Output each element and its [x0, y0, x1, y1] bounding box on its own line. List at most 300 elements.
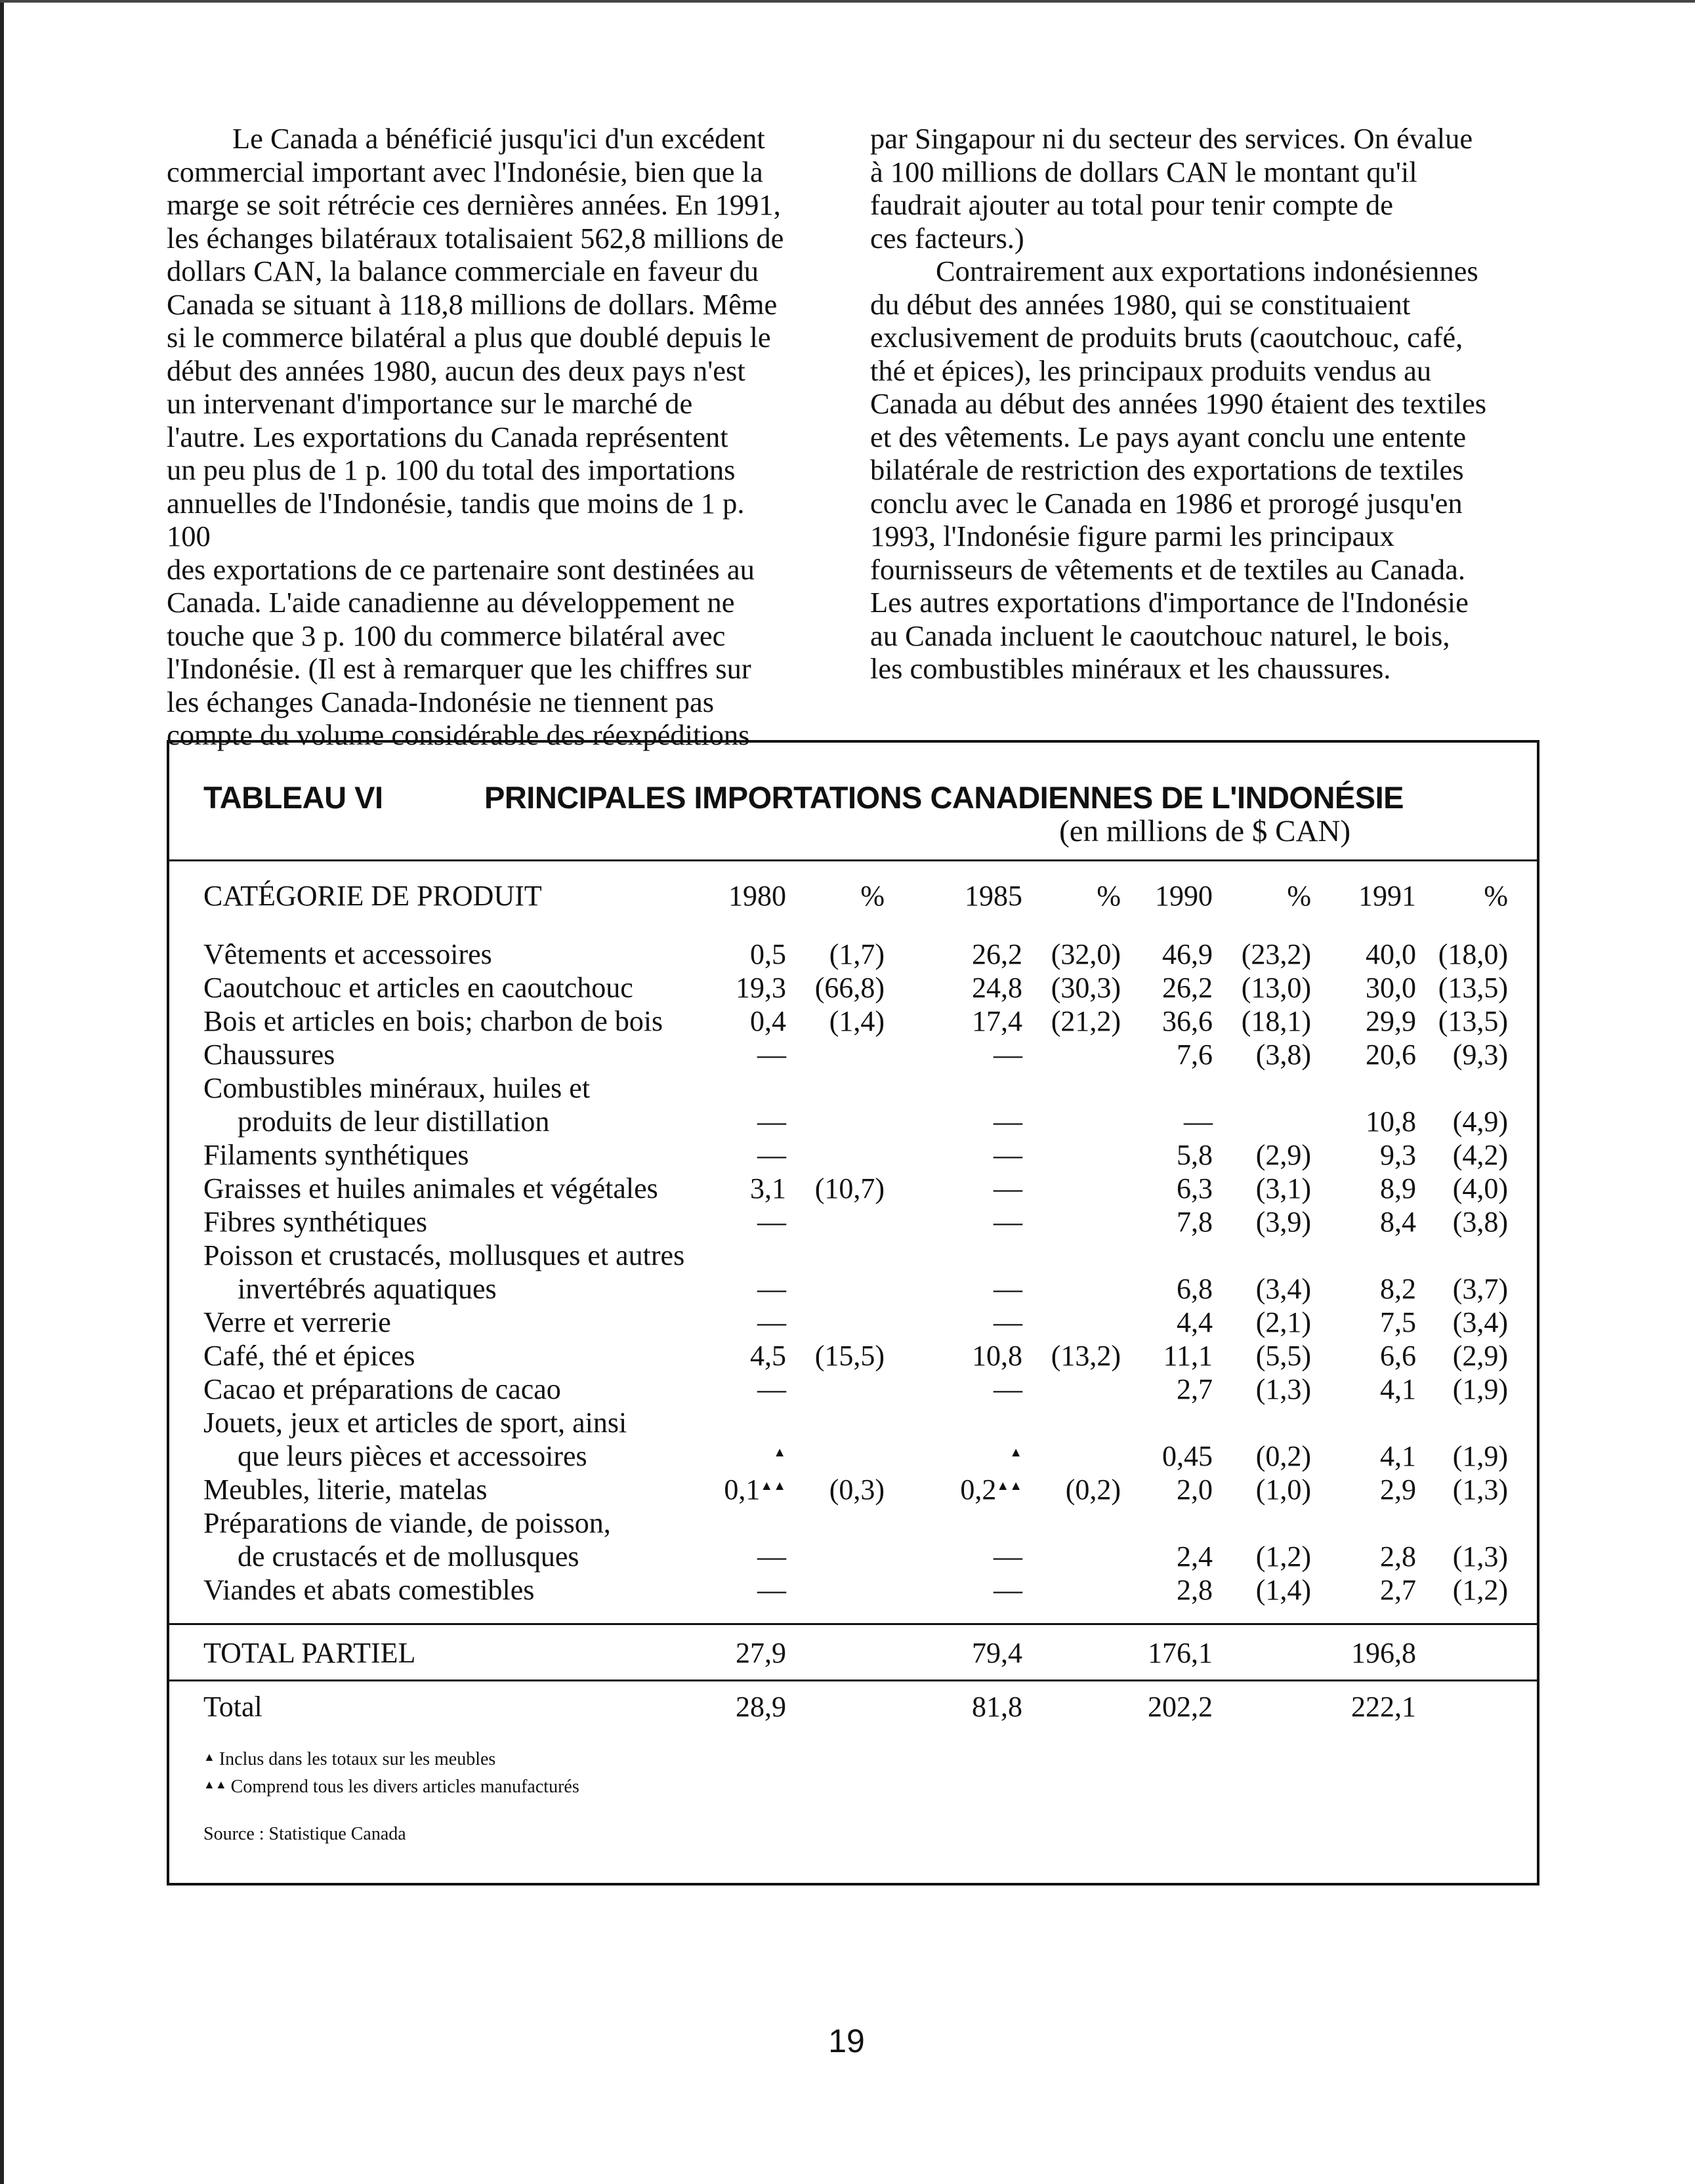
cell-v85	[924, 937, 1022, 971]
cell-value: (1,4)	[1255, 1574, 1311, 1606]
cell-value: (5,5)	[1255, 1340, 1311, 1372]
cell-v80	[721, 1439, 786, 1473]
header-rule	[169, 859, 1537, 861]
cell-value: 10,8	[1366, 1105, 1416, 1138]
cell-value: (21,2)	[1051, 1005, 1121, 1037]
cell-p80	[786, 937, 885, 971]
cell-value: 8,9	[1380, 1172, 1416, 1205]
text-line: Canada se situant à 118,8 millions de dollars. Même	[167, 287, 778, 321]
cell-p90	[1213, 1573, 1311, 1607]
cell-p90	[1213, 1205, 1311, 1239]
cell-value: (1,2)	[1255, 1540, 1311, 1573]
cell-value: (3,1)	[1255, 1172, 1311, 1205]
cell-v80	[721, 1339, 786, 1372]
cell-p91	[1416, 1372, 1508, 1406]
cell-v90	[1114, 937, 1213, 971]
cell-value: 40,0	[1366, 938, 1416, 970]
cell-value: (1,9)	[1452, 1373, 1508, 1405]
cell-value: (1,9)	[1452, 1440, 1508, 1472]
text-line: Canada au début des années 1990 étaient des textiles	[870, 387, 1487, 420]
cell-v85	[924, 1105, 1022, 1138]
cell-value: (0,2)	[1065, 1473, 1121, 1506]
cell-value: 9,3	[1380, 1139, 1416, 1171]
cell-value: (0,3)	[829, 1473, 885, 1506]
text-line: ces facteurs.)	[870, 221, 1024, 255]
triangle-icon: ▲	[773, 1445, 786, 1460]
text-line: marge se soit rétrécie ces dernières années. En 1991,	[167, 188, 781, 221]
cell-p91	[1416, 1439, 1508, 1473]
row-label: Filaments synthétiques	[203, 1139, 469, 1171]
cell-value: 2,8	[1380, 1540, 1416, 1573]
text-column-left	[167, 122, 790, 752]
cell-value: (1,7)	[829, 938, 885, 970]
double-triangle-icon: ▲▲	[203, 1778, 227, 1791]
cell-v90	[1114, 1473, 1213, 1506]
text-line: faudrait ajouter au total pour tenir compte de	[870, 188, 1393, 221]
cell-p80	[786, 1172, 885, 1205]
text-line: Le Canada a bénéficié jusqu'ici d'un excédent	[232, 122, 765, 155]
cell-value: 2,0	[1177, 1473, 1213, 1506]
cell-value: 2,8	[1177, 1574, 1213, 1606]
cell-v90	[1114, 1272, 1213, 1306]
cell-v80	[721, 1473, 786, 1506]
cell-value: (30,3)	[1051, 972, 1121, 1004]
cell-value: 8,2	[1380, 1273, 1416, 1305]
text-line: début des années 1980, aucun des deux pays n'est	[167, 354, 745, 387]
text-line: exclusivement de produits bruts (caoutchouc, café,	[870, 321, 1463, 354]
cell-value: 2,4	[1177, 1540, 1213, 1573]
cell-v85	[924, 1473, 1022, 1506]
cell-p90	[1213, 971, 1311, 1004]
cell-v80	[721, 1540, 786, 1573]
cell-value: (1,3)	[1452, 1540, 1508, 1573]
cell-v91	[1318, 1272, 1416, 1306]
cell-v90	[1114, 1172, 1213, 1205]
cell-p91	[1416, 1004, 1508, 1038]
table-code: TABLEAU VI	[203, 780, 383, 815]
cell-value: 6,3	[1177, 1172, 1213, 1205]
cell-v85	[924, 1372, 1022, 1406]
cell-value: —	[994, 1540, 1022, 1573]
text-line: les combustibles minéraux et les chaussures.	[870, 652, 1391, 685]
cell-p91	[1416, 1272, 1508, 1306]
cell-p91	[1416, 1205, 1508, 1239]
total-1980: 28,9	[736, 1691, 786, 1723]
row-label: produits de leur distillation	[238, 1105, 550, 1138]
cell-p90	[1213, 1306, 1311, 1339]
cell-value: —	[994, 1139, 1022, 1171]
cell-value: (4,9)	[1452, 1105, 1508, 1138]
cell-p91	[1416, 971, 1508, 1004]
text-line: l'Indonésie. (Il est à remarquer que les chiffres sur	[167, 652, 751, 685]
row-label: Combustibles minéraux, huiles et	[203, 1072, 591, 1104]
cell-v90	[1114, 1004, 1213, 1038]
text-line: conclu avec le Canada en 1986 et prorogé jusqu'en	[870, 486, 1463, 520]
cell-p90	[1213, 1138, 1311, 1172]
cell-v91	[1318, 1172, 1416, 1205]
cell-value: —	[994, 1373, 1022, 1405]
column-header-pct-1980: %	[860, 880, 885, 912]
cell-value: —	[1184, 1105, 1213, 1138]
cell-value: —	[757, 1574, 786, 1606]
cell-v90	[1114, 1205, 1213, 1239]
cell-value: 17,4	[972, 1005, 1022, 1037]
paragraph	[167, 122, 790, 752]
cell-value: —	[994, 1306, 1022, 1338]
subtotal-1985: 79,4	[972, 1637, 1022, 1669]
cell-v91	[1318, 1473, 1416, 1506]
cell-value: —	[757, 1206, 786, 1238]
cell-p90	[1213, 1540, 1311, 1573]
cell-v90	[1114, 971, 1213, 1004]
page-number: 19	[828, 2023, 865, 2059]
cell-value: 24,8	[972, 972, 1022, 1004]
cell-p85	[1022, 1473, 1121, 1506]
cell-value: 6,8	[1177, 1273, 1213, 1305]
cell-value: (3,4)	[1255, 1273, 1311, 1305]
cell-value: 10,8	[972, 1340, 1022, 1372]
text-line: 1993, l'Indonésie figure parmi les principaux	[870, 520, 1394, 552]
total-label: Total	[203, 1691, 262, 1723]
row-label: Bois et articles en bois; charbon de bois	[203, 1005, 663, 1037]
cell-p80	[786, 1473, 885, 1506]
cell-v85	[924, 1004, 1022, 1038]
cell-v85	[924, 1573, 1022, 1607]
text-line: par Singapour ni du secteur des services. On évalue	[870, 122, 1473, 155]
text-line: thé et épices), les principaux produits vendus au	[870, 354, 1432, 387]
cell-value: —	[757, 1105, 786, 1138]
cell-value: 30,0	[1366, 972, 1416, 1004]
cell-v91	[1318, 1439, 1416, 1473]
cell-value: (13,5)	[1438, 1005, 1508, 1037]
text-line: du début des années 1980, qui se constituaient	[870, 287, 1411, 321]
cell-p90	[1213, 1473, 1311, 1506]
cell-value: —	[994, 1273, 1022, 1305]
cell-value: (3,8)	[1452, 1206, 1508, 1238]
cell-value: —	[994, 1574, 1022, 1606]
cell-v91	[1318, 971, 1416, 1004]
cell-value: (13,2)	[1051, 1340, 1121, 1372]
page-edge	[0, 0, 4, 2184]
cell-value: (13,0)	[1241, 972, 1311, 1004]
cell-p90	[1213, 1372, 1311, 1406]
cell-value: 3,1	[750, 1172, 786, 1205]
cell-v90	[1114, 1038, 1213, 1071]
subtotal-label: TOTAL PARTIEL	[203, 1637, 416, 1669]
column-header-pct-1991: %	[1484, 880, 1508, 912]
text-line: et des vêtements. Le pays ayant conclu une entente	[870, 420, 1467, 453]
cell-v91	[1318, 1339, 1416, 1372]
cell-value: (3,4)	[1452, 1306, 1508, 1338]
row-label: Café, thé et épices	[203, 1340, 415, 1372]
subtotal-1991: 196,8	[1351, 1637, 1416, 1669]
table-title: PRINCIPALES IMPORTATIONS CANADIENNES DE L'INDONÉSIE	[484, 780, 1404, 815]
triangle-icon: ▲	[203, 1750, 215, 1763]
cell-value: (2,9)	[1452, 1340, 1508, 1372]
cell-value: 0,2	[960, 1473, 997, 1506]
text-line: des exportations de ce partenaire sont destinées au	[167, 552, 755, 586]
cell-v85	[924, 1272, 1022, 1306]
cell-p85	[1022, 971, 1121, 1004]
cell-value: 2,7	[1380, 1574, 1416, 1606]
cell-p85	[1022, 1004, 1121, 1038]
row-label: Poisson et crustacés, mollusques et autres	[203, 1239, 685, 1271]
cell-v91	[1318, 1004, 1416, 1038]
cell-value: (18,0)	[1438, 938, 1508, 970]
cell-value: (2,1)	[1255, 1306, 1311, 1338]
cell-value: 36,6	[1162, 1005, 1213, 1037]
cell-v80	[721, 1004, 786, 1038]
footnote-text: Comprend tous les divers articles manufacturés	[230, 1777, 579, 1797]
footnote	[203, 1777, 579, 1798]
cell-v85	[924, 1205, 1022, 1239]
triangle-icon: ▲	[1009, 1445, 1022, 1460]
row-label: Fibres synthétiques	[203, 1206, 427, 1238]
column-header-1985: 1985	[965, 880, 1022, 912]
cell-value: (1,3)	[1255, 1373, 1311, 1405]
footnote	[203, 1749, 495, 1770]
column-header-1990: 1990	[1155, 880, 1213, 912]
total-1991: 222,1	[1351, 1691, 1416, 1723]
cell-v80	[721, 971, 786, 1004]
text-line: commercial important avec l'Indonésie, bien que la	[167, 155, 763, 188]
cell-v91	[1318, 1573, 1416, 1607]
cell-v80	[721, 1205, 786, 1239]
cell-value: 29,9	[1366, 1005, 1416, 1037]
cell-v90	[1114, 1105, 1213, 1138]
cell-v80	[721, 1138, 786, 1172]
text-line: touche que 3 p. 100 du commerce bilatéral avec	[167, 619, 726, 652]
cell-p90	[1213, 1172, 1311, 1205]
cell-p91	[1416, 937, 1508, 971]
cell-p80	[786, 1339, 885, 1372]
cell-value: 7,6	[1177, 1039, 1213, 1071]
cell-v80	[721, 1272, 786, 1306]
cell-value: 4,5	[750, 1340, 786, 1372]
text-line: les échanges Canada-Indonésie ne tiennent pas	[167, 685, 715, 718]
cell-value: 7,8	[1177, 1206, 1213, 1238]
page-edge-top	[0, 0, 1695, 3]
cell-value: 7,5	[1380, 1306, 1416, 1338]
text-line: un peu plus de 1 p. 100 du total des importations	[167, 453, 736, 486]
cell-value: —	[994, 1206, 1022, 1238]
cell-value: 26,2	[972, 938, 1022, 970]
cell-value: 8,4	[1380, 1206, 1416, 1238]
row-label: Viandes et abats comestibles	[203, 1574, 535, 1606]
row-label: Caoutchouc et articles en caoutchouc	[203, 972, 633, 1004]
cell-value: (2,9)	[1255, 1139, 1311, 1171]
cell-value: (10,7)	[814, 1172, 885, 1205]
cell-value: (66,8)	[814, 972, 885, 1004]
cell-v91	[1318, 1105, 1416, 1138]
cell-value: —	[994, 1039, 1022, 1071]
cell-value: 4,1	[1380, 1440, 1416, 1472]
cell-value: —	[994, 1105, 1022, 1138]
row-label: que leurs pièces et accessoires	[238, 1440, 587, 1472]
column-header-pct-1990: %	[1287, 880, 1311, 912]
cell-value: (3,7)	[1452, 1273, 1508, 1305]
cell-value: 0,45	[1162, 1440, 1213, 1472]
cell-p90	[1213, 1439, 1311, 1473]
row-label: Cacao et préparations de cacao	[203, 1373, 561, 1405]
table-subtitle: (en millions de $ CAN)	[1059, 814, 1350, 848]
cell-value: 19,3	[736, 972, 786, 1004]
cell-v80	[721, 1038, 786, 1071]
row-label: Jouets, jeux et articles de sport, ainsi	[203, 1407, 627, 1439]
cell-p91	[1416, 1105, 1508, 1138]
cell-p90	[1213, 1038, 1311, 1071]
cell-value: 0,4	[750, 1005, 786, 1037]
cell-v90	[1114, 1573, 1213, 1607]
row-label: Vêtements et accessoires	[203, 938, 492, 970]
cell-value: —	[757, 1039, 786, 1071]
row-label: invertébrés aquatiques	[238, 1273, 497, 1305]
cell-value: 0,1	[724, 1473, 761, 1506]
cell-v80	[721, 937, 786, 971]
total-rule	[169, 1679, 1537, 1681]
cell-p85	[1022, 1339, 1121, 1372]
cell-p91	[1416, 1138, 1508, 1172]
cell-p91	[1416, 1573, 1508, 1607]
row-label: de crustacés et de mollusques	[238, 1540, 579, 1573]
text-column-right	[870, 122, 1494, 686]
text-line: les échanges bilatéraux totalisaient 562,8 millions de	[167, 221, 784, 255]
cell-value: (0,2)	[1255, 1440, 1311, 1472]
cell-v91	[1318, 1540, 1416, 1573]
subtotal-1980: 27,9	[736, 1637, 786, 1669]
cell-v91	[1318, 1138, 1416, 1172]
cell-value: (9,3)	[1452, 1039, 1508, 1071]
cell-value: (1,2)	[1452, 1574, 1508, 1606]
cell-p91	[1416, 1038, 1508, 1071]
cell-value: —	[757, 1373, 786, 1405]
row-label: Meubles, literie, matelas	[203, 1473, 488, 1506]
cell-value: 20,6	[1366, 1039, 1416, 1071]
cell-v85	[924, 1172, 1022, 1205]
cell-value: (1,3)	[1452, 1473, 1508, 1506]
cell-v85	[924, 1038, 1022, 1071]
cell-p91	[1416, 1172, 1508, 1205]
cell-v90	[1114, 1540, 1213, 1573]
paragraph	[870, 122, 1494, 255]
text-line: bilatérale de restriction des exportations de textiles	[870, 453, 1464, 486]
cell-value: (4,2)	[1452, 1139, 1508, 1171]
column-header-1991: 1991	[1358, 880, 1416, 912]
cell-p91	[1416, 1540, 1508, 1573]
cell-value: —	[757, 1306, 786, 1338]
cell-v90	[1114, 1306, 1213, 1339]
cell-v91	[1318, 1306, 1416, 1339]
cell-value: (23,2)	[1241, 938, 1311, 970]
row-label: Graisses et huiles animales et végétales	[203, 1172, 658, 1205]
column-header-1980: 1980	[728, 880, 786, 912]
cell-v91	[1318, 1038, 1416, 1071]
cell-v90	[1114, 1372, 1213, 1406]
cell-v90	[1114, 1339, 1213, 1372]
cell-value: 4,1	[1380, 1373, 1416, 1405]
text-line: Contrairement aux exportations indonésiennes	[936, 255, 1478, 287]
cell-v85	[924, 1339, 1022, 1372]
cell-v80	[721, 1105, 786, 1138]
double-triangle-icon: ▲▲	[996, 1479, 1022, 1493]
cell-p91	[1416, 1473, 1508, 1506]
row-label: Chaussures	[203, 1039, 335, 1071]
footnote-text: Inclus dans les totaux sur les meubles	[219, 1749, 496, 1769]
text-line: fournisseurs de vêtements et de textiles au Canada.	[870, 552, 1466, 586]
cell-value: (18,1)	[1241, 1005, 1311, 1037]
cell-value: (4,0)	[1452, 1172, 1508, 1205]
total-1990: 202,2	[1148, 1691, 1213, 1723]
cell-p90	[1213, 937, 1311, 971]
cell-value: (13,5)	[1438, 972, 1508, 1004]
cell-value: 11,1	[1163, 1340, 1213, 1372]
cell-value: (3,8)	[1255, 1039, 1311, 1071]
text-line: l'autre. Les exportations du Canada représentent	[167, 420, 728, 453]
text-line: Les autres exportations d'importance de l'Indonésie	[870, 586, 1469, 619]
subtotal-rule	[169, 1623, 1537, 1625]
cell-value: 4,4	[1177, 1306, 1213, 1338]
total-1985: 81,8	[972, 1691, 1022, 1723]
cell-value: —	[757, 1139, 786, 1171]
cell-p90	[1213, 1004, 1311, 1038]
paragraph	[870, 255, 1494, 686]
cell-p91	[1416, 1306, 1508, 1339]
cell-v80	[721, 1372, 786, 1406]
cell-v85	[924, 1439, 1022, 1473]
cell-p85	[1022, 937, 1121, 971]
text-line: dollars CAN, la balance commerciale en faveur du	[167, 255, 759, 287]
text-line: un intervenant d'importance sur le marché de	[167, 387, 693, 420]
cell-value: —	[994, 1172, 1022, 1205]
cell-value: (32,0)	[1051, 938, 1121, 970]
cell-v91	[1318, 1205, 1416, 1239]
subtotal-1990: 176,1	[1148, 1637, 1213, 1669]
cell-value: 2,7	[1177, 1373, 1213, 1405]
row-label: Verre et verrerie	[203, 1306, 391, 1338]
cell-p90	[1213, 1272, 1311, 1306]
cell-value: 26,2	[1162, 972, 1213, 1004]
cell-v90	[1114, 1138, 1213, 1172]
cell-value: (3,9)	[1255, 1206, 1311, 1238]
cell-value: —	[757, 1273, 786, 1305]
cell-value: 46,9	[1162, 938, 1213, 970]
cell-v91	[1318, 1372, 1416, 1406]
cell-value: 2,9	[1380, 1473, 1416, 1506]
cell-p90	[1213, 1339, 1311, 1372]
cell-v85	[924, 1540, 1022, 1573]
column-header-category: CATÉGORIE DE PRODUIT	[203, 880, 542, 912]
text-line: à 100 millions de dollars CAN le montant qu'il	[870, 155, 1417, 188]
cell-value: (15,5)	[814, 1340, 885, 1372]
cell-value: 0,5	[750, 938, 786, 970]
text-line: compte du volume considérable des réexpéditions	[167, 718, 750, 751]
cell-value: —	[757, 1540, 786, 1573]
double-triangle-icon: ▲▲	[760, 1479, 786, 1493]
table-vi	[167, 740, 1539, 1885]
cell-v80	[721, 1573, 786, 1607]
cell-v85	[924, 1306, 1022, 1339]
text-line: Canada. L'aide canadienne au développement ne	[167, 586, 735, 619]
cell-v80	[721, 1172, 786, 1205]
text-line: au Canada incluent le caoutchouc naturel, le bois,	[870, 619, 1450, 652]
cell-v85	[924, 971, 1022, 1004]
cell-p80	[786, 971, 885, 1004]
cell-v90	[1114, 1439, 1213, 1473]
source-note: Source : Statistique Canada	[203, 1824, 406, 1844]
cell-value: (1,4)	[829, 1005, 885, 1037]
cell-p91	[1416, 1339, 1508, 1372]
text-line: si le commerce bilatéral a plus que doublé depuis le	[167, 321, 771, 354]
